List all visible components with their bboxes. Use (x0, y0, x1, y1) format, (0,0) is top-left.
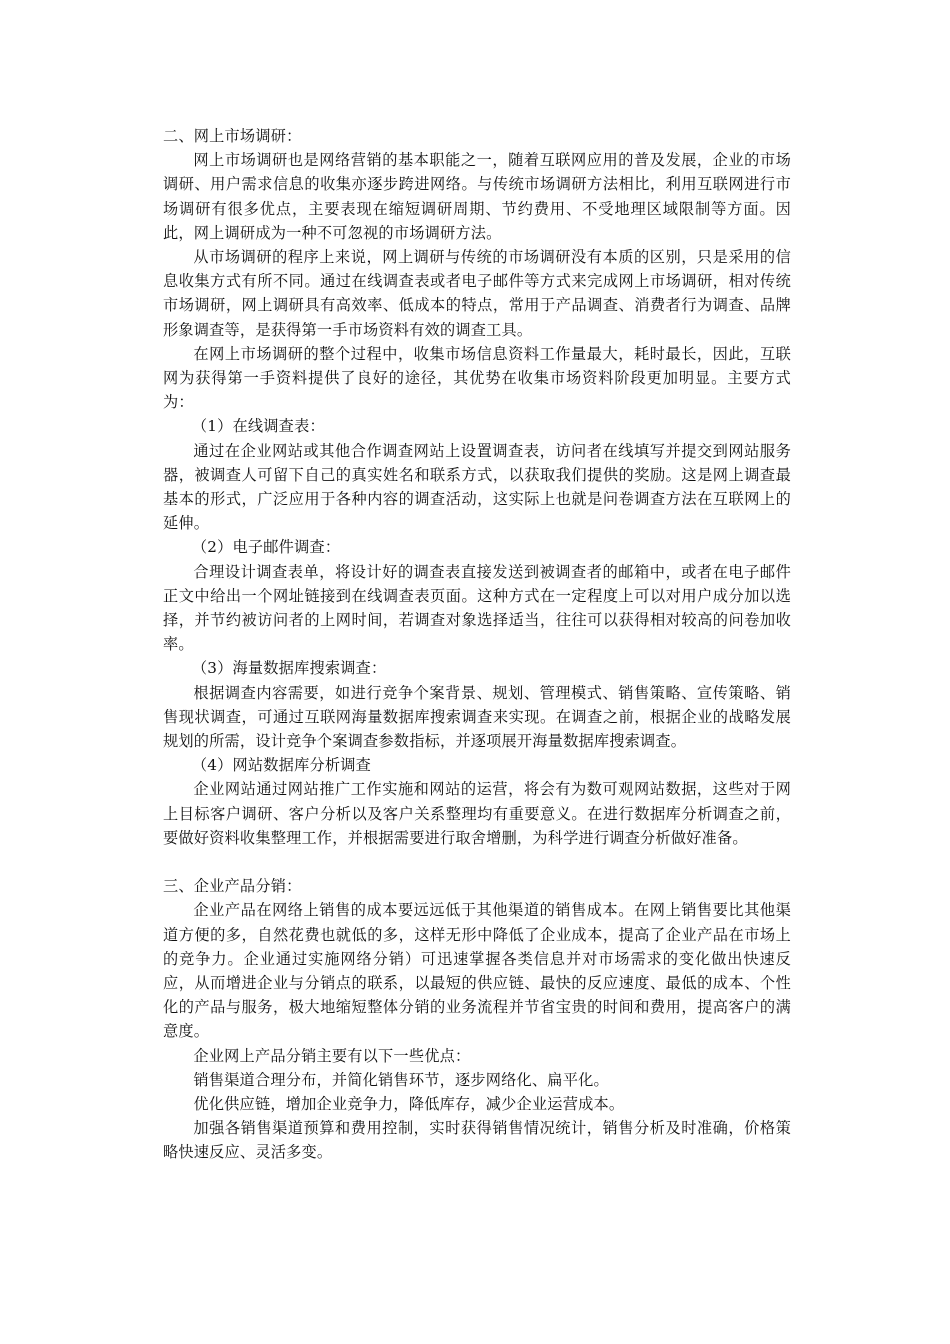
advantage-item: 销售渠道合理分布，并简化销售环节，逐步网络化、扁平化。 (193, 1070, 609, 1089)
section-3-paragraph: 企业产品在网络上销售的成本要远远低于其他渠道的销售成本。在网上销售要比其他渠道方便的多，自然花费也就低的多，这样无形中降低了企业成本，提高了企业产品在市场上的竞争力。企业通过实施网络分销）可迅速掌握各类信息并对市场需求的变化做出快速反应，从而增进企业与分销点的联系，以最短的供应链、最快的反应速度、最低的成本、个性化的产品与服务，极大地缩短整体分销的业务流程并节省宝贵的时间和费用，提高客户的满意度。 (163, 901, 791, 1041)
section-spacer (163, 850, 791, 874)
section-2-paragraph: 从市场调研的程序上来说，网上调研与传统的市场调研没有本质的区别，只是采用的信息收集方式有所不同。通过在线调查表或者电子邮件等方式来完成网上市场调研，相对传统市场调研，网上调研具有高效率、低成本的特点，常用于产品调查、消费者行为调查、品牌形象调查等，是获得第一手市场资料有效的调查工具。 (163, 248, 791, 339)
advantage-item: 加强各销售渠道预算和费用控制，实时获得销售情况统计，销售分析及时准确，价格策略快速反应、灵活多变。 (163, 1119, 791, 1162)
advantage-item: 优化供应链，增加企业竞争力，降低库存，减少企业运营成本。 (193, 1094, 625, 1113)
method-1-heading: （1）在线调查表： (191, 417, 325, 436)
method-1-body: 通过在企业网站或其他合作调查网站上设置调查表，访问者在线填写并提交到网站服务器，被调查人可留下自己的真实姓名和联系方式，以获取我们提供的奖励。这是网上调查最基本的形式，广泛应用于各种内容的调查活动，这实际上也就是问卷调查方法在互联网上的延伸。 (163, 441, 791, 533)
method-3-body: 根据调查内容需要，如进行竞争个案背景、规划、管理模式、销售策略、宣传策略、销售现状调查，可通过互联网海量数据库搜索调查来实现。在调查之前，根据企业的战略发展规划的所需，设计竞争个案调查参数指标，并逐项展开海量数据库搜索调查。 (163, 683, 791, 751)
method-4-body: 企业网站通过网站推广工作实施和网站的运营，将会有为数可观网站数据，这些对于网上目标客户调研、客户分析以及客户关系整理均有重要意义。在进行数据库分析调查之前，要做好资料收集整理工作，并根据需要进行取舍增删，为科学进行调查分析做好准备。 (163, 780, 791, 847)
method-4-heading: （4）网站数据库分析调查 (191, 756, 372, 775)
section-3-heading: 三、企业产品分销： (163, 877, 302, 896)
section-3-paragraph: 企业网上产品分销主要有以下一些优点： (193, 1046, 471, 1065)
section-2-paragraph: 在网上市场调研的整个过程中，收集市场信息资料工作量最大，耗时最长，因此，互联网为获得第一手资料提供了良好的途径，其优势在收集市场资料阶段更加明显。主要方式为： (163, 344, 791, 412)
section-2-paragraph: 网上市场调研也是网络营销的基本职能之一，随着互联网应用的普及发展，企业的市场调研、用户需求信息的收集亦逐步跨进网络。与传统市场调研方法相比，利用互联网进行市场调研有很多优点，主要表现在缩短调研周期、节约费用、不受地理区域限制等方面。因此，网上调研成为一种不可忽视的市场调研方法。 (163, 151, 791, 242)
method-2-body: 合理设计调查表单，将设计好的调查表直接发送到被调查者的邮箱中，或者在电子邮件正文中给出一个网址链接到在线调查表页面。这种方式在一定程度上可以对用户成分加以选择，并节约被访问者的上网时间，若调查对象选择适当，往往可以获得相对较高的问卷加收率。 (163, 562, 791, 654)
document-page (163, 124, 791, 1165)
section-2-heading: 二、网上市场调研： (163, 127, 302, 145)
method-2-heading: （2）电子邮件调查： (191, 538, 341, 557)
method-3-heading: （3）海量数据库搜索调查： (191, 659, 387, 678)
